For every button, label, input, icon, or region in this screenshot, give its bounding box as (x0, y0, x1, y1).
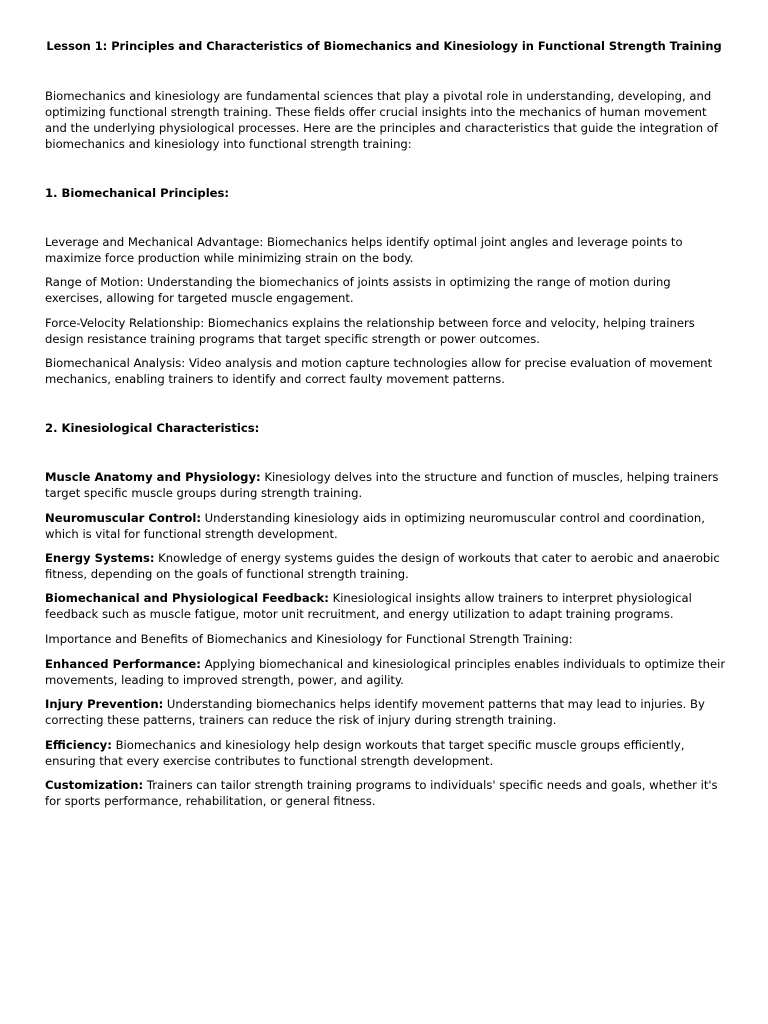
biomech-item-leverage: Leverage and Mechanical Advantage: Biomechanics helps identify optimal joint angles and leverage points to maximize force production while minimizing strain on the body. (45, 235, 683, 265)
benefit-item-injury-prevention (45, 696, 727, 728)
benefit-term: Customization: (45, 778, 144, 792)
benefit-text: Understanding biomechanics helps identify movement patterns that may lead to injuries. By correcting these patterns, trainers can reduce the risk of injury during strength training. (45, 697, 705, 727)
kines-text: Knowledge of energy systems guides the design of workouts that cater to aerobic and anaerobic fitness, depending on the goals of functional strength training. (45, 551, 720, 581)
kines-text: Kinesiology delves into the structure and function of muscles, helping trainers target specific muscle groups during strength training. (45, 470, 719, 500)
kines-item-muscle-anatomy (45, 469, 727, 501)
biomech-item-analysis: Biomechanical Analysis: Video analysis and motion capture technologies allow for precise evaluation of movement mechanics, enabling trainers to identify and correct faulty movement patterns. (45, 356, 713, 386)
benefit-item-performance (45, 656, 727, 688)
page-title: Lesson 1: Principles and Characteristics of Biomechanics and Kinesiology in Functional Strength Training (46, 39, 722, 53)
benefit-text: Trainers can tailor strength training programs to individuals' specific needs and goals, whether it's for sports performance, rehabilitation, or general fitness. (45, 778, 718, 808)
kines-item-energy-systems (45, 550, 727, 582)
kines-text: Kinesiological insights allow trainers to interpret physiological feedback such as muscle fatigue, motor unit recruitment, and energy utilization to adapt training programs. (45, 591, 692, 621)
section-2-heading: 2. Kinesiological Characteristics: (45, 421, 260, 435)
benefit-term: Injury Prevention: (45, 697, 164, 711)
biomech-item-range-of-motion: Range of Motion: Understanding the biomechanics of joints assists in optimizing the range of motion during exercises, allowing for targeted muscle engagement. (45, 275, 671, 305)
importance-intro: Importance and Benefits of Biomechanics and Kinesiology for Functional Strength Training: (45, 632, 573, 646)
kines-term: Neuromuscular Control: (45, 511, 201, 525)
benefit-item-customization (45, 777, 727, 809)
kines-item-neuromuscular (45, 510, 727, 542)
kines-item-feedback (45, 590, 727, 622)
kines-term: Energy Systems: (45, 551, 155, 565)
benefit-term: Enhanced Performance: (45, 657, 201, 671)
benefit-item-efficiency (45, 737, 727, 769)
benefit-term: Efficiency: (45, 738, 112, 752)
benefit-text: Applying biomechanical and kinesiological principles enables individuals to optimize their movements, leading to improved strength, power, and agility. (45, 657, 726, 687)
benefit-text: Biomechanics and kinesiology help design workouts that target specific muscle groups efficiently, ensuring that every exercise contributes to functional strength development. (45, 738, 685, 768)
kines-term: Muscle Anatomy and Physiology: (45, 470, 261, 484)
biomech-item-force-velocity: Force-Velocity Relationship: Biomechanics explains the relationship between force and velocity, helping trainers design resistance training programs that target specific strength or power outcomes. (45, 316, 695, 346)
intro-paragraph: Biomechanics and kinesiology are fundamental sciences that play a pivotal role in understanding, developing, and optimizing functional strength training. These fields offer crucial insights into the mechanics of human movement and the underlying physiological processes. Here are the principles and characteristics that guide the integration of biomechanics and kinesiology into functional strength training: (45, 89, 718, 151)
kines-text: Understanding kinesiology aids in optimizing neuromuscular control and coordination, which is vital for functional strength development. (45, 511, 705, 541)
kines-term: Biomechanical and Physiological Feedback: (45, 591, 329, 605)
section-1-heading: 1. Biomechanical Principles: (45, 186, 230, 200)
